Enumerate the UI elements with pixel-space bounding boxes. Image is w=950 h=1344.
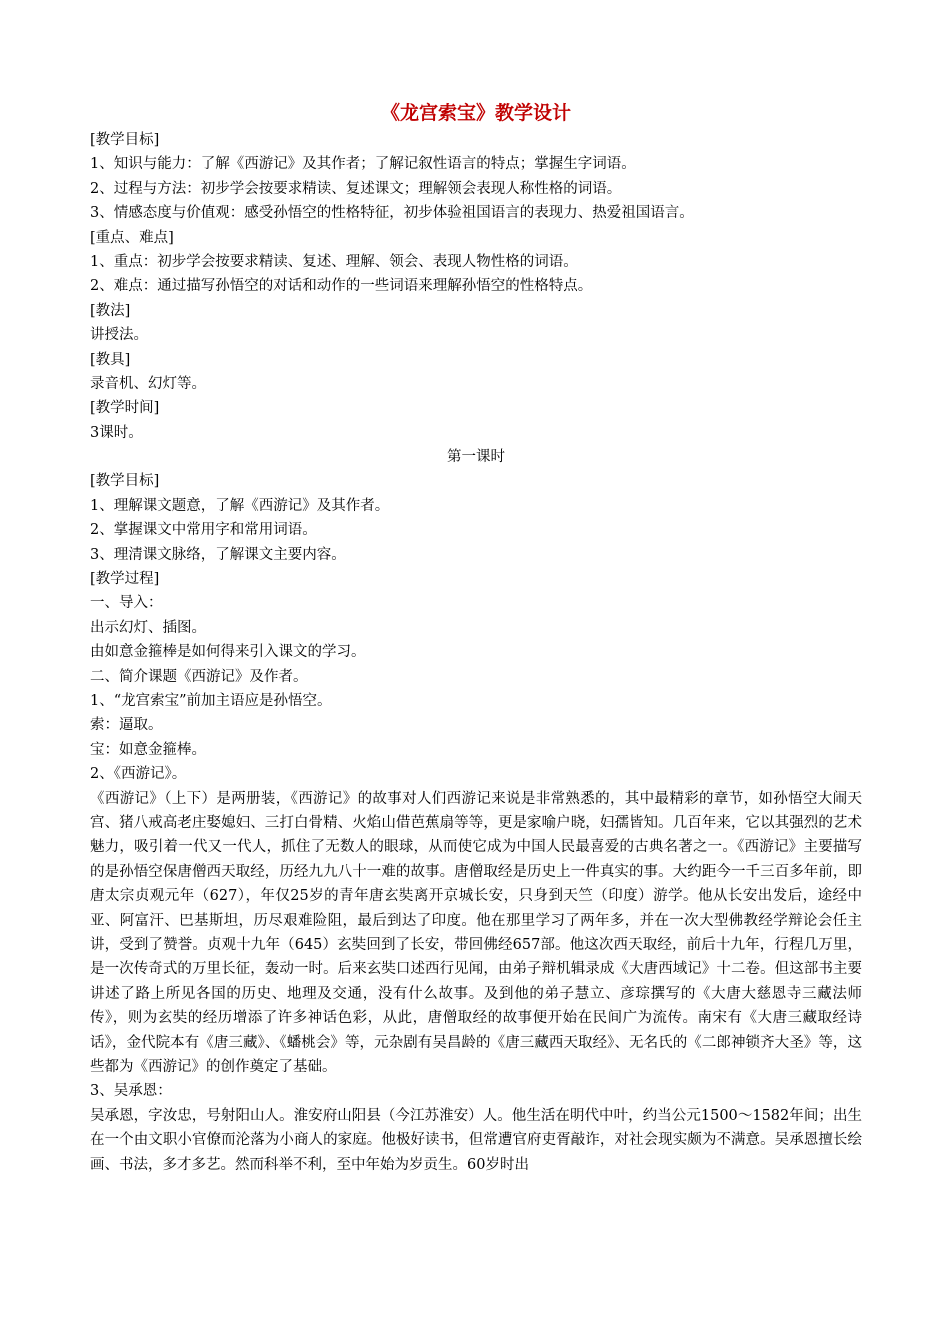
method-text: 讲授法。 bbox=[90, 327, 148, 344]
author-heading: 3、吴承恩： bbox=[90, 1083, 172, 1100]
lesson-goal-line: 2、掌握课文中常用字和常用词语。 bbox=[90, 522, 317, 539]
process-step: 宝：如意金箍棒。 bbox=[90, 741, 206, 758]
goal-line: 2、过程与方法：初步学会按要求精读、复述课文；理解领会表现人称性格的词语。 bbox=[90, 180, 622, 197]
process-step: 2、《西游记》。 bbox=[90, 766, 187, 783]
key-point-line: 2、难点：通过描写孙悟空的对话和动作的一些词语来理解孙悟空的性格特点。 bbox=[90, 278, 593, 295]
xiyouji-paragraph: 《西游记》（上下）是两册装，《西游记》的故事对人们西游记来说是非常熟悉的，其中最精彩的章节，如孙悟空大闹天宫、猪八戒高老庄娶媳妇、三打白骨精、火焰山借芭蕉扇等等，更是家喻户晓，妇孺皆知。几百年来，它以其强烈的艺术魅力，吸引着一代又一代人，抓住了无数人的眼球，从而使它成为中国人民最喜爱的古典名著之一。《西游记》主要描写的是孙悟空保唐僧西天取经，历经九九八十一难的故事。唐僧取经是历史上一件真实的事。大约距今一千三百多年前，即唐太宗贞观元年（627），年仅25岁的青年唐玄奘离开京城长安，只身到天竺（印度）游学。他从长安出发后，途经中亚、阿富汗、巴基斯坦，历尽艰难险阻，最后到达了印度。他在那里学习了两年多，并在一次大型佛教经学辩论会任主讲，受到了赞誉。贞观十九年（645）玄奘回到了长安，带回佛经657部。他这次西天取经，前后十九年，行程几万里，是一次传奇式的万里长征，轰动一时。后来玄奘口述西行见闻，由弟子辩机辑录成《大唐西域记》十二卷。但这部书主要讲述了路上所见各国的历史、地理及交通，没有什么故事。及到他的弟子慧立、彦琮撰写的《大唐大慈恩寺三藏法师传》，则为玄奘的经历增添了许多神话色彩，从此，唐僧取经的故事便开始在民间广为流传。南宋有《大唐三藏取经诗话》，金代院本有《唐三藏》、《蟠桃会》等，元杂剧有吴昌龄的《唐三藏西天取经》、无名氏的《二郎神锁齐大圣》等，这些都为《西游记》的创作奠定了基础。 bbox=[90, 790, 862, 1076]
lesson-heading: 第一课时 bbox=[447, 449, 505, 466]
key-point-line: 1、重点：初步学会按要求精读、复述、理解、领会、表现人物性格的词语。 bbox=[90, 253, 578, 270]
process-step: 1、“龙宫索宝”前加主语应是孙悟空。 bbox=[90, 692, 332, 709]
document-title: 《龙宫索宝》教学设计 bbox=[380, 102, 571, 124]
process-step: 二、简介课题《西游记》及作者。 bbox=[90, 668, 308, 685]
lesson-goals-heading: [教学目标] bbox=[90, 473, 160, 490]
section-heading-method: [教法] bbox=[90, 302, 131, 319]
section-heading-key-points: [重点、难点] bbox=[90, 229, 174, 246]
process-step: 索：逼取。 bbox=[90, 717, 163, 734]
section-heading-tools: [教具] bbox=[90, 351, 131, 368]
goal-line: 1、知识与能力：了解《西游记》及其作者；了解记叙性语言的特点；掌握生字词语。 bbox=[90, 156, 636, 173]
section-heading-time: [教学时间] bbox=[90, 400, 160, 417]
author-paragraph: 吴承恩，字汝忠，号射阳山人。淮安府山阳县（今江苏淮安）人。他生活在明代中叶，约当公元1500～1582年间；出生在一个由文职小官僚而沦落为小商人的家庭。他极好读书，但常遭官府吏胥敲诈，对社会现实颇为不满意。吴承恩擅长绘画、书法，多才多艺。然而科举不利，至中年始为岁贡生。60岁时出 bbox=[90, 1107, 862, 1173]
section-heading-goals: [教学目标] bbox=[90, 132, 160, 148]
lesson-goal-line: 3、理清课文脉络，了解课文主要内容。 bbox=[90, 546, 346, 563]
process-step: 由如意金箍棒是如何得来引入课文的学习。 bbox=[90, 644, 366, 661]
document-page bbox=[90, 98, 862, 1177]
lesson-goal-line: 1、理解课文题意，了解《西游记》及其作者。 bbox=[90, 497, 390, 514]
goal-line: 3、情感态度与价值观：感受孙悟空的性格特征，初步体验祖国语言的表现力、热爱祖国语言。 bbox=[90, 205, 694, 222]
time-text: 3课时。 bbox=[90, 424, 143, 441]
lesson-process-heading: [教学过程] bbox=[90, 571, 160, 588]
process-step: 出示幻灯、插图。 bbox=[90, 619, 206, 636]
process-step: 一、导入： bbox=[90, 595, 163, 612]
tools-text: 录音机、幻灯等。 bbox=[90, 375, 206, 392]
